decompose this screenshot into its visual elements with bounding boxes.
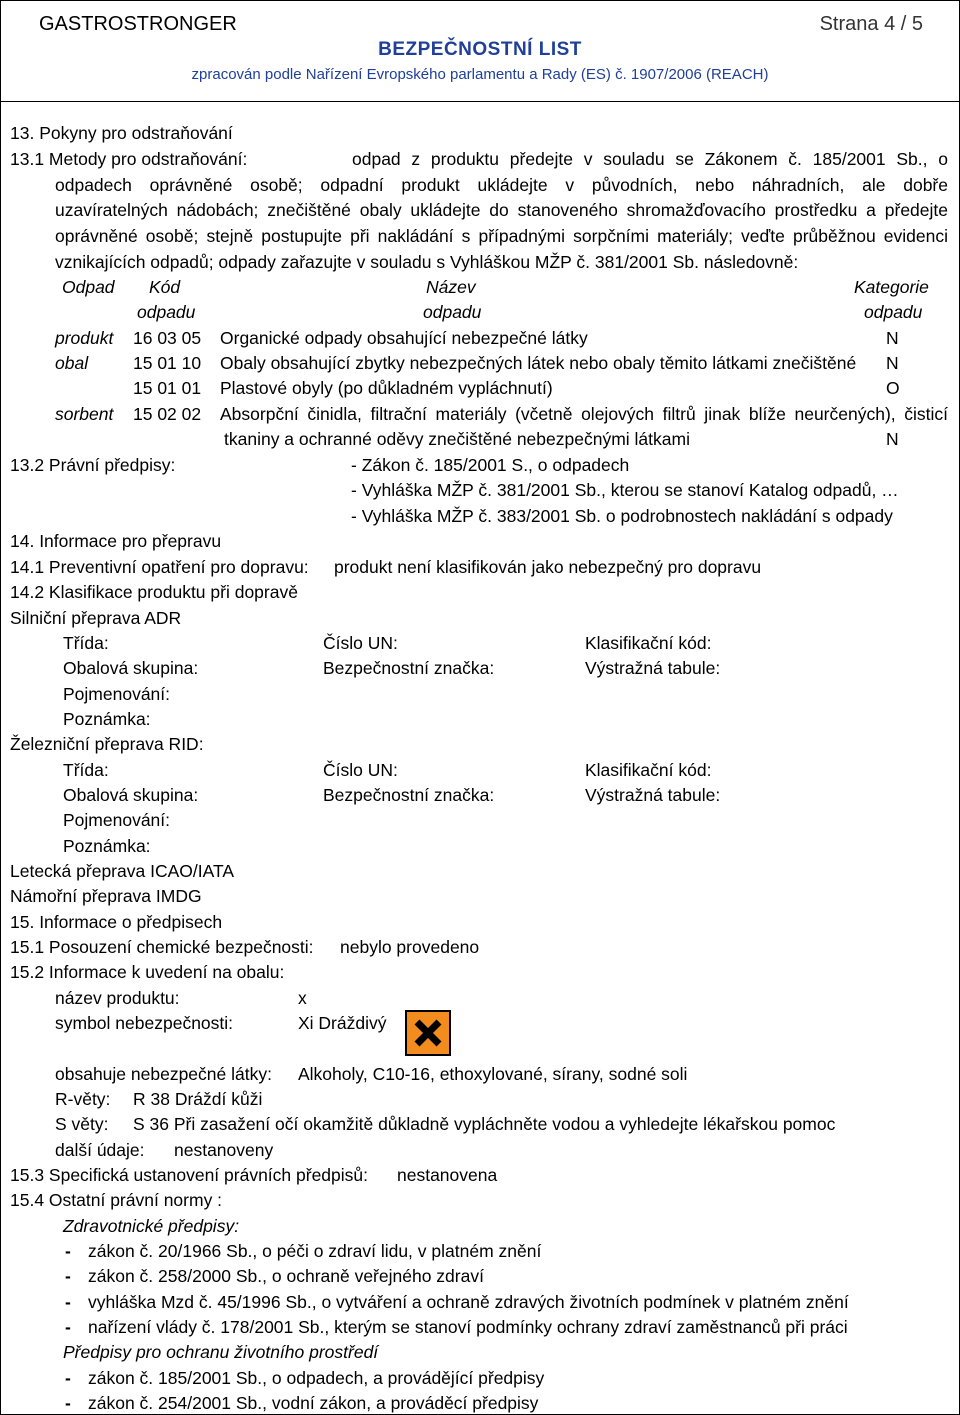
table-cell-odpad: sorbent bbox=[55, 404, 114, 424]
other-info-label: další údaje: bbox=[55, 1140, 145, 1160]
adr-poznamka-label: Poznámka: bbox=[63, 709, 151, 729]
environment-regulation-item: zákon č. 254/2001 Sb., vodní zákon, a prováděcí předpisy bbox=[88, 1393, 539, 1413]
transport-imdg: Námořní přeprava IMDG bbox=[10, 886, 202, 906]
col-header-kod: Kód bbox=[149, 277, 181, 297]
environment-regulations-heading: Předpisy pro ochranu životního prostředí bbox=[63, 1342, 379, 1362]
section-15-3-label: 15.3 Specifická ustanovení právních předpisů: bbox=[10, 1165, 368, 1185]
bullet-dash: - bbox=[65, 1241, 71, 1261]
table-cell-kategorie: O bbox=[886, 378, 900, 398]
bullet-dash: - bbox=[65, 1266, 71, 1286]
section-15-1-label: 15.1 Posouzení chemické bezpečnosti: bbox=[10, 937, 314, 957]
adr-vystrazna-tabule-label: Výstražná tabule: bbox=[585, 658, 721, 678]
legal-item: - Zákon č. 185/2001 S., o odpadech bbox=[351, 455, 630, 475]
adr-trida-label: Třída: bbox=[63, 633, 109, 653]
table-cell-odpad: obal bbox=[55, 353, 89, 373]
section-15-3-value: nestanovena bbox=[397, 1165, 498, 1185]
col-header-kategorie: Kategorie bbox=[854, 277, 929, 297]
col-header-odpad: Odpad bbox=[62, 277, 115, 297]
adr-obal-skupina-label: Obalová skupina: bbox=[63, 658, 199, 678]
xi-irritant-hazard-icon bbox=[405, 1010, 451, 1056]
section-13-2-label: 13.2 Právní předpisy: bbox=[10, 455, 176, 475]
col-header-odpadu: odpadu bbox=[137, 302, 196, 322]
rid-obal-skupina-label: Obalová skupina: bbox=[63, 785, 199, 805]
section-13-1-last-line: vznikajících odpadů; odpady zařazujte v souladu s Vyhláškou MŽP č. 381/2001 Sb. následovně: bbox=[55, 252, 799, 272]
table-cell-kategorie: N bbox=[886, 429, 899, 449]
table-cell-nazev-cont: tkaniny a ochranné oděvy znečištěné nebezpečnými látkami bbox=[224, 429, 690, 449]
health-regulation-item: zákon č. 258/2000 Sb., o ochraně veřejného zdraví bbox=[88, 1266, 484, 1286]
adr-bezp-znacka-label: Bezpečnostní značka: bbox=[323, 658, 495, 678]
section-15-heading: 15. Informace o předpisech bbox=[10, 912, 223, 932]
sheet-subtitle: zpracován podle Nařízení Evropského parlamentu a Rady (ES) č. 1907/2006 (REACH) bbox=[191, 66, 769, 83]
section-14-1-label: 14.1 Preventivní opatření pro dopravu: bbox=[10, 557, 309, 577]
hazard-symbol-value: Xi Dráždivý bbox=[298, 1013, 387, 1033]
bullet-dash: - bbox=[65, 1368, 71, 1388]
r-phrases-label: R-věty: bbox=[55, 1089, 111, 1109]
section-13-1-line: uzavíratelných nádobách; znečištěné obaly ukládejte do stanoveného shromažďovacího prostředku a předejte bbox=[55, 200, 948, 220]
col-header-nazev: Název bbox=[426, 277, 476, 297]
table-cell-odpad: produkt bbox=[55, 328, 114, 348]
rid-trida-label: Třída: bbox=[63, 760, 109, 780]
table-cell-nazev: Plastové obyly (po důkladném vypláchnutí) bbox=[220, 378, 553, 398]
section-14-1-value: produkt není klasifikován jako nebezpečný pro dopravu bbox=[334, 557, 762, 577]
rid-klas-kod-label: Klasifikační kód: bbox=[585, 760, 712, 780]
product-name-label: název produktu: bbox=[55, 988, 180, 1008]
adr-klas-kod-label: Klasifikační kód: bbox=[585, 633, 712, 653]
table-cell-nazev: Obaly obsahující zbytky nebezpečných látek nebo obaly těmito látkami znečištěné bbox=[220, 353, 857, 373]
health-regulation-item: vyhláška Mzd č. 45/1996 Sb., o vytváření a ochraně zdravých životních podmínek v platném znění bbox=[88, 1292, 849, 1312]
s-phrases-value: S 36 Při zasažení očí okamžitě důkladně vypláchněte vodou a vyhledejte lékařskou pomoc bbox=[133, 1114, 836, 1134]
rid-bezp-znacka-label: Bezpečnostní značka: bbox=[323, 785, 495, 805]
s-phrases-label: S věty: bbox=[55, 1114, 109, 1134]
table-cell-kod: 15 01 01 bbox=[133, 378, 202, 398]
col-header-odpadu: odpadu bbox=[423, 302, 482, 322]
health-regulation-item: zákon č. 20/1966 Sb., o péči o zdraví lidu, v platném znění bbox=[88, 1241, 542, 1261]
rid-vystrazna-tabule-label: Výstražná tabule: bbox=[585, 785, 721, 805]
other-info-value: nestanoveny bbox=[174, 1140, 274, 1160]
legal-item: - Vyhláška MŽP č. 381/2001 Sb., kterou se stanoví Katalog odpadů, … bbox=[351, 480, 899, 500]
hazardous-substances-value: Alkoholy, C10-16, ethoxylované, sírany, sodné soli bbox=[298, 1064, 688, 1084]
table-cell-nazev: Organické odpady obsahující nebezpečné látky bbox=[220, 328, 588, 348]
company-name: GASTROSTRONGER bbox=[39, 13, 237, 35]
transport-rid: Železniční přeprava RID: bbox=[10, 734, 204, 754]
section-15-2-label: 15.2 Informace k uvedení na obalu: bbox=[10, 962, 285, 982]
table-cell-kod: 15 02 02 bbox=[133, 404, 202, 424]
table-cell-kod: 15 01 10 bbox=[133, 353, 202, 373]
section-14-2-label: 14.2 Klasifikace produktu při dopravě bbox=[10, 582, 298, 602]
transport-adr: Silniční přeprava ADR bbox=[10, 608, 182, 628]
section-14-heading: 14. Informace pro přepravu bbox=[10, 531, 222, 551]
hazardous-substances-label: obsahuje nebezpečné látky: bbox=[55, 1064, 272, 1084]
table-cell-kod: 16 03 05 bbox=[133, 328, 202, 348]
section-13-1-line: oprávněné osobě; stejně postupujte při nakládání s případnými sorpčními materiály; veďte průběžnou evidenci bbox=[55, 226, 948, 246]
bullet-dash: - bbox=[65, 1393, 71, 1413]
adr-pojmenovani-label: Pojmenování: bbox=[63, 684, 171, 704]
rid-cislo-un-label: Číslo UN: bbox=[323, 760, 398, 780]
environment-regulation-item: zákon č. 185/2001 Sb., o odpadech, a provádějící předpisy bbox=[88, 1368, 545, 1388]
legal-item: - Vyhláška MŽP č. 383/2001 Sb. o podrobnostech nakládání s odpady bbox=[351, 506, 893, 526]
section-13-1-first-line: odpad z produktu předejte v souladu se Zákonem č. 185/2001 Sb., o bbox=[352, 149, 948, 169]
product-name-value: x bbox=[298, 988, 307, 1008]
table-cell-nazev: Absorpční činidla, filtrační materiály (včetně olejových filtrů jinak blíže neurčených), čisticí bbox=[220, 404, 948, 424]
section-15-4-label: 15.4 Ostatní právní normy : bbox=[10, 1190, 223, 1210]
transport-icao: Letecká přeprava ICAO/IATA bbox=[10, 861, 235, 881]
rid-pojmenovani-label: Pojmenování: bbox=[63, 810, 171, 830]
table-cell-kategorie: N bbox=[886, 328, 899, 348]
health-regulation-item: nařízení vlády č. 178/2001 Sb., kterým se stanoví podmínky ochrany zdraví zaměstnanců při práci bbox=[88, 1317, 848, 1337]
r-phrases-value: R 38 Dráždí kůži bbox=[133, 1089, 263, 1109]
document-header bbox=[1, 1, 959, 102]
table-cell-kategorie: N bbox=[886, 353, 899, 373]
col-header-odpadu: odpadu bbox=[864, 302, 923, 322]
hazard-symbol-label: symbol nebezpečnosti: bbox=[55, 1013, 234, 1033]
health-regulations-heading: Zdravotnické předpisy: bbox=[63, 1216, 240, 1236]
bullet-dash: - bbox=[65, 1292, 71, 1312]
rid-poznamka-label: Poznámka: bbox=[63, 836, 151, 856]
section-13-heading: 13. Pokyny pro odstraňování bbox=[10, 123, 233, 143]
section-13-1-line: odpadech oprávněné osobě; odpadní produkt ukládejte v původních, nebo náhradních, ale dobře bbox=[55, 175, 948, 195]
sheet-title: BEZPEČNOSTNÍ LIST bbox=[378, 39, 582, 60]
adr-cislo-un-label: Číslo UN: bbox=[323, 633, 398, 653]
section-15-1-value: nebylo provedeno bbox=[340, 937, 480, 957]
bullet-dash: - bbox=[65, 1317, 71, 1337]
section-13-1-label: 13.1 Metody pro odstraňování: bbox=[10, 149, 248, 169]
page-number: Strana 4 / 5 bbox=[819, 13, 923, 35]
